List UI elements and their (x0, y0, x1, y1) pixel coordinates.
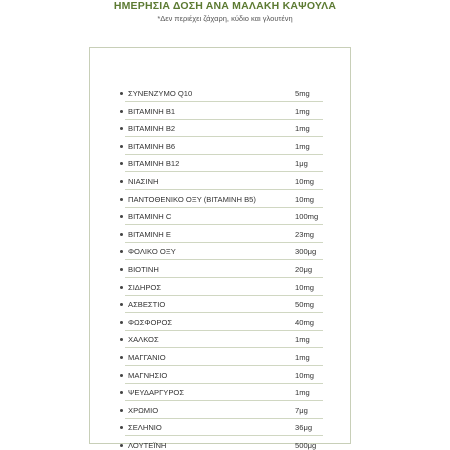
nutrient-row (90, 350, 352, 367)
bullet-icon (120, 162, 123, 165)
nutrient-dose: 7μg (295, 405, 308, 415)
row-divider (125, 295, 323, 296)
nutrient-row (90, 227, 352, 244)
nutrient-name: ΒΙΤΑΜΙΝΗ Β12 (128, 159, 180, 169)
nutrient-name: ΣΥΝΕΝΖΥΜΟ Q10 (128, 89, 193, 98)
nutrient-dose: 20μg (295, 265, 313, 274)
nutrient-row (90, 174, 352, 191)
nutrient-name: ΜΑΓΓΑΝΙΟ (128, 353, 166, 362)
bullet-icon (120, 145, 123, 148)
nutrient-row (90, 86, 352, 103)
bullet-icon (120, 409, 123, 412)
nutrient-name: ΒΙΤΑΜΙΝΗ C (128, 212, 172, 222)
row-divider (125, 347, 323, 348)
bullet-icon (120, 286, 123, 289)
nutrient-row (90, 420, 352, 437)
bullet-icon (120, 110, 123, 113)
nutrient-dose: 1mg (295, 335, 310, 345)
nutrient-dose: 23mg (295, 229, 314, 239)
nutrient-dose: 10mg (295, 194, 314, 204)
nutrient-name: ΑΣΒΕΣΤΙΟ (128, 300, 166, 310)
nutrient-row (90, 403, 352, 420)
nutrient-dose: 1μg (295, 159, 308, 169)
nutrient-name: ΦΩΣΦΟΡΟΣ (128, 317, 173, 327)
bullet-icon (120, 268, 123, 271)
nutrient-dose: 10mg (295, 370, 314, 380)
nutrient-dose: 500μg (295, 441, 317, 450)
row-divider (125, 312, 323, 313)
nutrient-dose: 300μg (295, 247, 317, 257)
nutrient-row (90, 192, 352, 209)
nutrient-name: ΧΡΩΜΙΟ (128, 405, 159, 415)
bullet-icon (120, 426, 123, 429)
row-divider (125, 277, 323, 278)
bullet-icon (120, 215, 123, 218)
row-divider (125, 189, 323, 190)
nutrient-dose: 100mg (295, 212, 319, 222)
bullet-icon (120, 180, 123, 183)
row-divider (125, 136, 323, 137)
nutrient-name: ΨΕΥΔΑΡΓΥΡΟΣ (128, 388, 185, 398)
nutrient-row (90, 385, 352, 402)
nutrient-dose: 40mg (295, 317, 314, 327)
nutrient-row (90, 209, 352, 226)
row-divider (125, 383, 323, 384)
nutrient-dose: 1mg (295, 141, 310, 151)
nutrient-name: ΒΙΤΑΜΙΝΗ Β6 (128, 141, 176, 151)
nutrient-row (90, 280, 352, 297)
nutrient-row (90, 262, 352, 279)
nutrient-row (90, 438, 352, 450)
nutrient-name: ΒΙΤΑΜΙΝΗ Ε (128, 229, 171, 239)
bullet-icon (120, 233, 123, 236)
nutrient-name: ΧΑΛΚΟΣ (128, 335, 159, 345)
bullet-icon (120, 338, 123, 341)
nutrient-name: ΝΙΑΣΙΝΗ (128, 177, 159, 186)
bullet-icon (120, 303, 123, 306)
nutrient-dose: 10mg (295, 282, 314, 292)
nutrient-row (90, 156, 352, 173)
bullet-icon (120, 92, 123, 95)
row-divider (125, 418, 323, 419)
row-divider (125, 119, 323, 120)
bullet-icon (120, 127, 123, 130)
nutrient-name: ΠΑΝΤΟΘΕΝΙΚΟ ΟΞΥ (ΒΙΤΑΜΙΝΗ Β5) (128, 194, 256, 204)
row-divider (125, 330, 323, 331)
nutrient-name: ΒΙΤΑΜΙΝΗ Β2 (128, 124, 176, 134)
row-divider (125, 171, 323, 172)
nutrient-name: ΒΙΟΤΙΝΗ (128, 265, 159, 274)
page-subtitle: *Δεν περιέχει ζάχαρη, κύδιο και γλουτένη (157, 14, 293, 23)
row-divider (125, 154, 323, 155)
nutrient-table (89, 47, 351, 450)
bullet-icon (120, 321, 123, 324)
nutrient-dose: 1mg (295, 106, 310, 116)
nutrient-name: ΣΙΔΗΡΟΣ (128, 282, 162, 292)
nutrient-dose: 36μg (295, 423, 313, 433)
nutrient-row (90, 139, 352, 156)
nutrient-name: ΒΙΤΑΜΙΝΗ Β1 (128, 106, 176, 116)
nutrient-row (90, 297, 352, 314)
bullet-icon (120, 356, 123, 359)
nutrient-dose: 10mg (295, 177, 314, 186)
nutrient-dose: 1mg (295, 388, 310, 398)
row-divider (125, 365, 323, 366)
bullet-icon (120, 250, 123, 253)
bullet-icon (120, 391, 123, 394)
nutrient-row (90, 315, 352, 332)
nutrient-dose: 1mg (295, 124, 310, 134)
nutrient-row (90, 332, 352, 349)
nutrient-row (90, 368, 352, 385)
nutrient-row (90, 104, 352, 121)
nutrient-name: ΣΕΛΗΝΙΟ (128, 423, 162, 433)
bullet-icon (120, 444, 123, 447)
row-divider (125, 101, 323, 102)
nutrient-dose: 5mg (295, 89, 310, 98)
nutrient-name: ΦΟΛΙΚΟ ΟΞΥ (128, 247, 176, 257)
nutrient-dose: 1mg (295, 353, 310, 362)
row-divider (125, 242, 323, 243)
bullet-icon (120, 198, 123, 201)
row-divider (125, 224, 323, 225)
bullet-icon (120, 374, 123, 377)
nutrient-name: ΜΑΓΝΗΣΙΟ (128, 370, 168, 380)
nutrient-name: ΛΟΥΤΕΪΝΗ (128, 441, 167, 450)
row-divider (125, 400, 323, 401)
nutrient-row (90, 244, 352, 261)
nutrient-dose: 50mg (295, 300, 314, 310)
page-title: ΗΜΕΡΗΣΙΑ ΔΟΣΗ ΑΝΑ ΜΑΛΑΚΗ ΚΑΨΟΥΛΑ (113, 0, 337, 12)
row-divider (125, 259, 323, 260)
row-divider (125, 207, 323, 208)
nutrient-row (90, 121, 352, 138)
row-divider (125, 435, 323, 436)
